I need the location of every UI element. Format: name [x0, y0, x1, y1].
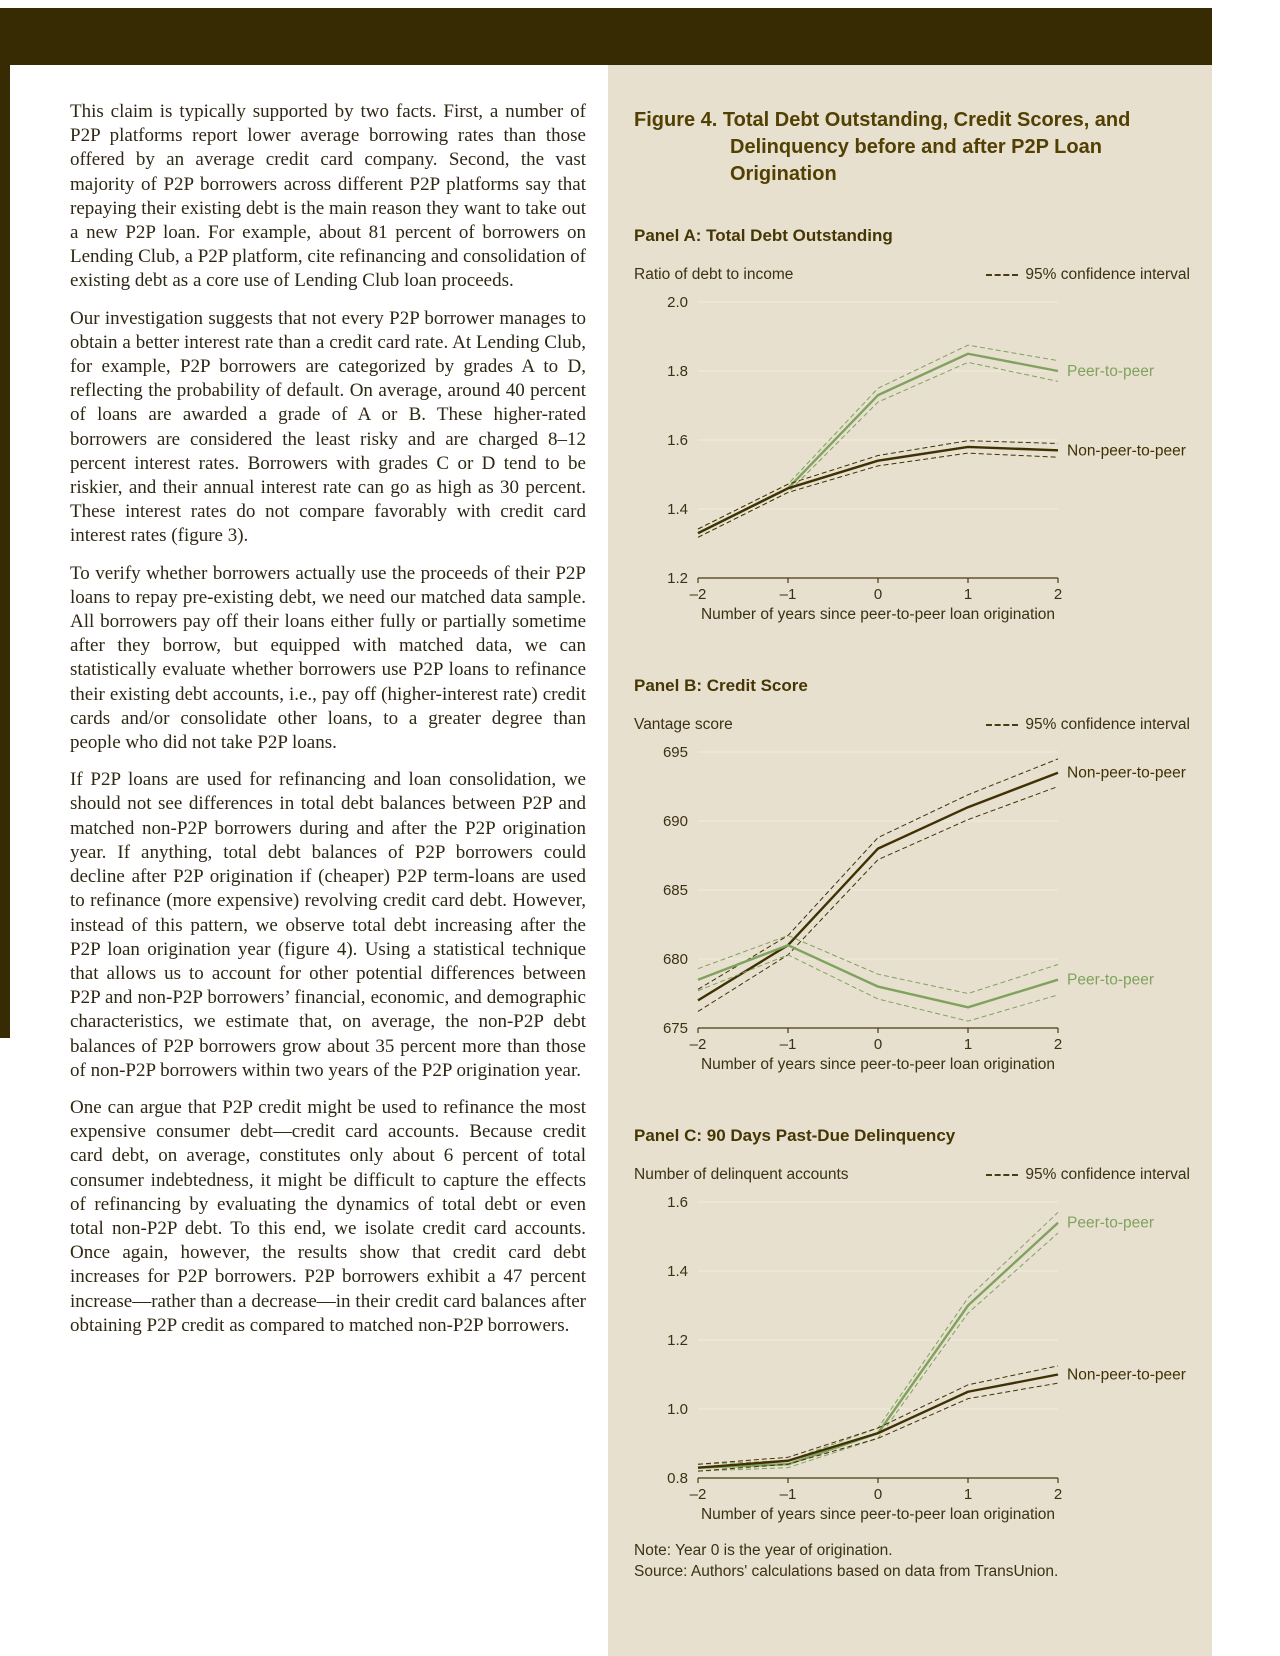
panel-a	[634, 226, 1194, 626]
figure-note: Note: Year 0 is the year of origination.	[634, 1542, 893, 1559]
panel-a-legend	[986, 266, 1190, 284]
svg-text:675: 675	[662, 1020, 688, 1037]
svg-text:Non-peer-to-peer: Non-peer-to-peer	[1067, 442, 1186, 460]
svg-text:–2: –2	[689, 1036, 707, 1053]
svg-text:Number of years since peer-to-: Number of years since peer-to-peer loan origination	[700, 606, 1056, 623]
panel-b-chart	[634, 736, 1194, 1076]
panel-b-chart-header	[634, 716, 1194, 734]
svg-text:0: 0	[873, 1036, 883, 1053]
panel-a-y-unit-label: Ratio of debt to income	[634, 266, 794, 283]
panel-b-legend-label: 95% confidence interval	[1025, 716, 1190, 733]
svg-text:1.4: 1.4	[667, 501, 688, 518]
panel-b-legend	[986, 716, 1190, 734]
svg-text:Non-peer-to-peer: Non-peer-to-peer	[1067, 764, 1186, 782]
svg-text:680: 680	[662, 951, 688, 968]
svg-text:2.0: 2.0	[667, 294, 688, 311]
svg-text:Peer-to-peer: Peer-to-peer	[1067, 1214, 1155, 1232]
svg-text:1.6: 1.6	[667, 432, 688, 449]
article-text-column	[70, 100, 586, 1338]
svg-text:–1: –1	[779, 586, 797, 603]
panel-c-chart-header	[634, 1166, 1194, 1184]
svg-text:2: 2	[1053, 586, 1063, 603]
panel-b-title: Panel B: Credit Score	[634, 676, 808, 695]
svg-text:1.4: 1.4	[667, 1263, 688, 1280]
svg-text:1.8: 1.8	[667, 363, 688, 380]
svg-text:2: 2	[1053, 1036, 1063, 1053]
svg-text:–2: –2	[689, 586, 707, 603]
svg-text:–1: –1	[779, 1486, 797, 1503]
svg-text:0: 0	[873, 586, 883, 603]
panel-a-chart-header	[634, 266, 1194, 284]
figure-source: Source: Authors' calculations based on data from TransUnion.	[634, 1563, 1059, 1580]
svg-text:–1: –1	[779, 1036, 797, 1053]
panel-c-y-unit-label: Number of delinquent accounts	[634, 1166, 849, 1183]
svg-text:685: 685	[662, 882, 688, 899]
panel-c-title: Panel C: 90 Days Past-Due Delinquency	[634, 1126, 956, 1145]
svg-text:1.2: 1.2	[667, 1332, 688, 1349]
panel-a-chart	[634, 286, 1194, 626]
figure-title	[634, 107, 1192, 188]
figure-column	[608, 65, 1212, 1656]
paragraph-1: This claim is typically supported by two facts. First, a number of P2P platforms report lower average borrowing rates than those offered by an average credit card company. Second, the vast majority of P2P borrowers across different P2P platforms say that repaying their existing debt is the main reason they want to take out a new P2P loan. For example, about 81 percent of borrowers on Lending Club, a P2P platform, cite refinancing and consolidation of existing debt as a core use of Lending Club loan proceeds.	[70, 101, 586, 292]
svg-text:2: 2	[1053, 1486, 1063, 1503]
figure-title-text: Total Debt Outstanding, Credit Scores, and Delinquency before and after P2P Loan Origination	[722, 109, 1131, 185]
paragraph-3: To verify whether borrowers actually use the proceeds of their P2P loans to repay pre-existing debt, we need our matched data sample. All borrowers pay off their loans either fully or partially sometime after they borrow, but equipped with matched data, we can statistically evaluate whether borrowers use P2P loans to refinance their existing debt accounts, i.e., pay off (higher-interest rate) credit cards and/or consolidate other loans, to a greater degree than people who did not take P2P loans.	[70, 562, 586, 754]
confidence-interval-dash-icon	[986, 1174, 1018, 1176]
paragraph-5: One can argue that P2P credit might be used to refinance the most expensive consumer debt—credit card accounts. Because credit card debt, on average, constitutes only about 6 percent of total consumer indebtedness, it might be difficult to capture the effects of refinancing by evaluating the dynamics of total debt or even total non-P2P debt. To this end, we isolate credit card accounts. Once again, however, the results show that credit card debt increases for P2P borrowers. P2P borrowers exhibit a 47 percent increase—rather than a decrease—in their credit card balances after obtaining P2P credit as compared to matched non-P2P borrowers.	[70, 1096, 586, 1336]
svg-text:Peer-to-peer: Peer-to-peer	[1067, 971, 1155, 989]
header-band	[0, 8, 1212, 65]
svg-text:Non-peer-to-peer: Non-peer-to-peer	[1067, 1366, 1186, 1384]
confidence-interval-dash-icon	[986, 274, 1018, 276]
svg-text:1.6: 1.6	[667, 1194, 688, 1211]
svg-text:–2: –2	[689, 1486, 707, 1503]
panel-a-legend-label: 95% confidence interval	[1025, 266, 1190, 283]
paragraph-2: Our investigation suggests that not every P2P borrower manages to obtain a better interest rate than a credit card rate. At Lending Club, for example, P2P borrowers are categorized by grades A to D, reflecting the probability of default. On average, around 40 percent of loans are awarded a grade of A or B. These higher-rated borrowers are considered the least risky and are charged 8–12 percent interest rates. Borrowers with grades C or D tend to be riskier, and their annual interest rate can go as high as 30 percent. These interest rates do not compare favorably with credit card interest rates (figure 3).	[70, 307, 586, 547]
svg-text:690: 690	[662, 813, 688, 830]
panel-b	[634, 676, 1194, 1076]
panel-c	[634, 1126, 1194, 1526]
panel-a-title: Panel A: Total Debt Outstanding	[634, 226, 893, 245]
svg-text:Number of years since peer-to-: Number of years since peer-to-peer loan origination	[700, 1056, 1056, 1073]
left-accent-strip	[0, 8, 10, 1038]
panel-c-chart	[634, 1186, 1194, 1526]
svg-text:0: 0	[873, 1486, 883, 1503]
panel-b-y-unit-label: Vantage score	[634, 716, 733, 733]
svg-text:1.2: 1.2	[667, 570, 688, 587]
svg-text:0.8: 0.8	[667, 1470, 688, 1487]
svg-text:1.0: 1.0	[667, 1401, 688, 1418]
svg-text:1: 1	[963, 1036, 973, 1053]
paragraph-4: If P2P loans are used for refinancing and loan consolidation, we should not see differences in total debt balances between P2P and matched non-P2P borrowers during and after the P2P origination year. If anything, total debt balances of P2P borrowers could decline after P2P origination if (cheaper) P2P term-loans are used to refinance (more expensive) revolving credit card debt. However, instead of this pattern, we observe total debt increasing after the P2P loan origination year (figure 4). Using a statistical technique that allows us to account for other potential differences between P2P and non-P2P borrowers’ financial, economic, and demographic characteristics, we estimate that, on average, the non-P2P debt balances of P2P borrowers grow about 35 percent more than those of non-P2P borrowers within two years of the P2P origination year.	[70, 769, 586, 1081]
svg-text:1: 1	[963, 1486, 973, 1503]
svg-text:Number of years since peer-to-: Number of years since peer-to-peer loan origination	[700, 1506, 1056, 1523]
confidence-interval-dash-icon	[986, 724, 1018, 726]
svg-text:Peer-to-peer: Peer-to-peer	[1067, 363, 1155, 380]
figure-label: Figure 4.	[634, 109, 718, 131]
svg-text:1: 1	[963, 586, 973, 603]
panel-c-legend-label: 95% confidence interval	[1025, 1166, 1190, 1183]
svg-text:695: 695	[662, 744, 688, 761]
panel-c-legend	[986, 1166, 1190, 1184]
